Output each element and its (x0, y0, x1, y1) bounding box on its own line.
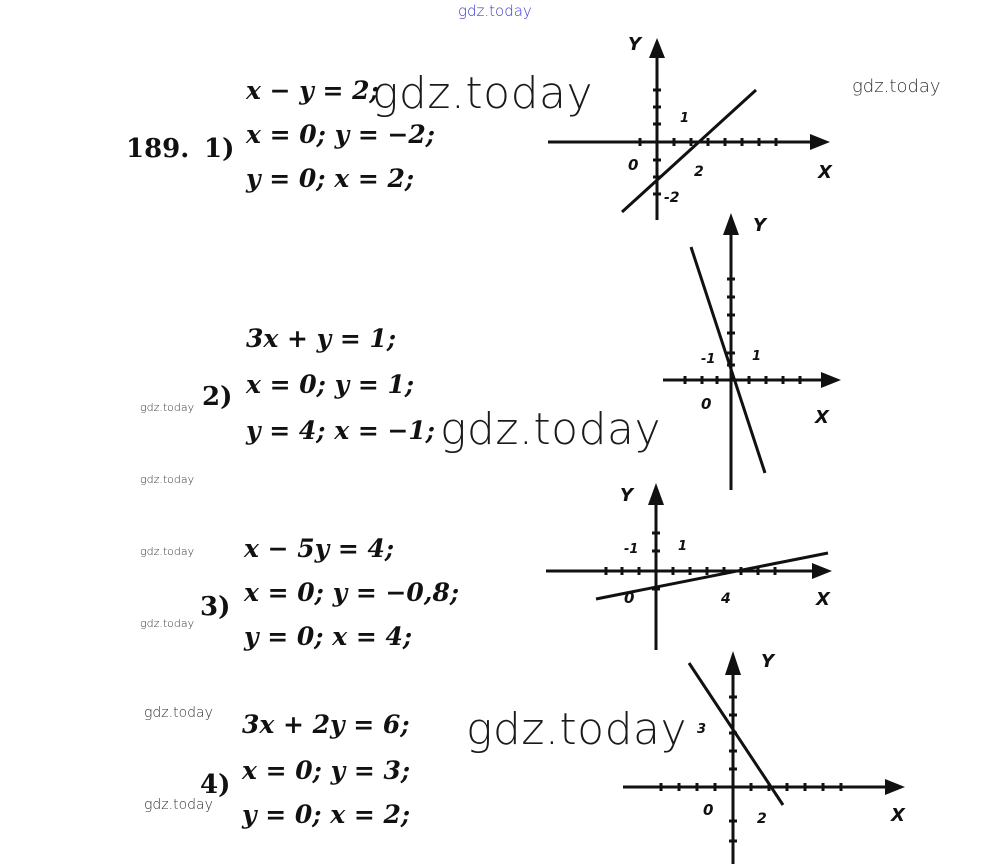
part-2-equation: 3x + y = 1; (246, 324, 397, 353)
graph-3-x-arrow (812, 563, 832, 579)
part-1-label: 1) (204, 134, 235, 164)
graph-4-y-arrow (725, 651, 741, 675)
watermark-small-6: gdz.today (144, 797, 213, 813)
graph-3 (540, 475, 840, 655)
part-3-equation: x − 5y = 4; (244, 534, 395, 563)
watermark-large-2: gdz.today (440, 404, 662, 455)
graph-1-y-arrow (649, 38, 665, 58)
graph-3-x-label: X (816, 589, 830, 610)
graph-4-x-label: X (891, 805, 905, 826)
graph-4-x-arrow (885, 779, 905, 795)
graph-4-label-2: 2 (757, 811, 767, 827)
graph-1-label-1: 1 (680, 111, 690, 126)
watermark-small-4: gdz.today (140, 617, 195, 630)
part-3-line-3: y = 0; x = 4; (244, 622, 413, 651)
graph-3-origin: 0 (624, 589, 635, 607)
graph-4-y-label: Y (761, 651, 775, 672)
graph-3-y-arrow (648, 483, 664, 505)
graph-1-line (622, 90, 756, 212)
watermark-right: gdz.today (852, 76, 941, 97)
graph-1-y-label: Y (628, 34, 642, 55)
part-1-line-3: y = 0; x = 2; (246, 164, 415, 193)
part-2-label: 2) (202, 382, 233, 412)
part-1-line-2: x = 0; y = −2; (246, 120, 436, 149)
graph-2-y-label: Y (753, 215, 767, 236)
watermark-large-1: gdz.today (372, 68, 594, 119)
watermark-small-2: gdz.today (140, 473, 195, 486)
graph-1-label-2: 2 (694, 164, 704, 180)
watermark-top: gdz.today (458, 2, 532, 20)
graph-1-x-arrow (810, 134, 830, 150)
graph-3-label-4: 4 (721, 591, 731, 607)
graph-4 (615, 645, 915, 864)
watermark-small-5: gdz.today (144, 705, 213, 721)
graph-4-ticks (661, 697, 841, 841)
watermark-small-3: gdz.today (140, 545, 195, 558)
graph-1-x-label: X (818, 162, 832, 183)
part-1-equation: x − y = 2; (246, 76, 379, 105)
graph-2-x-label: X (815, 407, 829, 428)
graph-2-x-arrow (821, 372, 841, 388)
graph-4-origin: 0 (703, 801, 714, 819)
graph-2-y-arrow (723, 213, 739, 235)
graph-3-label-minus1: -1 (624, 542, 639, 557)
graph-3-label-1: 1 (678, 539, 688, 554)
graph-2-label-1: 1 (752, 349, 762, 364)
part-4-line-2: x = 0; y = 3; (242, 756, 411, 785)
part-4-label: 4) (200, 770, 231, 800)
graph-1-label-minus2: -2 (664, 190, 680, 206)
graph-1-origin: 0 (628, 156, 639, 174)
graph-4-label-3: 3 (697, 722, 707, 737)
problem-number: 189. (126, 134, 190, 164)
part-3-line-2: x = 0; y = −0,8; (244, 578, 460, 607)
graph-2-label-minus1: -1 (701, 352, 716, 367)
part-2-line-3: y = 4; x = −1; (246, 416, 436, 445)
watermark-small-1: gdz.today (140, 401, 195, 414)
graph-1 (540, 30, 840, 230)
graph-2-ticks (685, 279, 800, 384)
part-3-label: 3) (200, 592, 231, 622)
graph-2 (655, 205, 855, 495)
part-2-line-2: x = 0; y = 1; (246, 370, 415, 399)
watermark-large-3: gdz.today (466, 704, 688, 755)
graph-2-origin: 0 (701, 395, 712, 413)
part-4-line-3: y = 0; x = 2; (242, 800, 411, 829)
graph-3-y-label: Y (620, 485, 634, 506)
part-4-equation: 3x + 2y = 6; (242, 710, 410, 739)
